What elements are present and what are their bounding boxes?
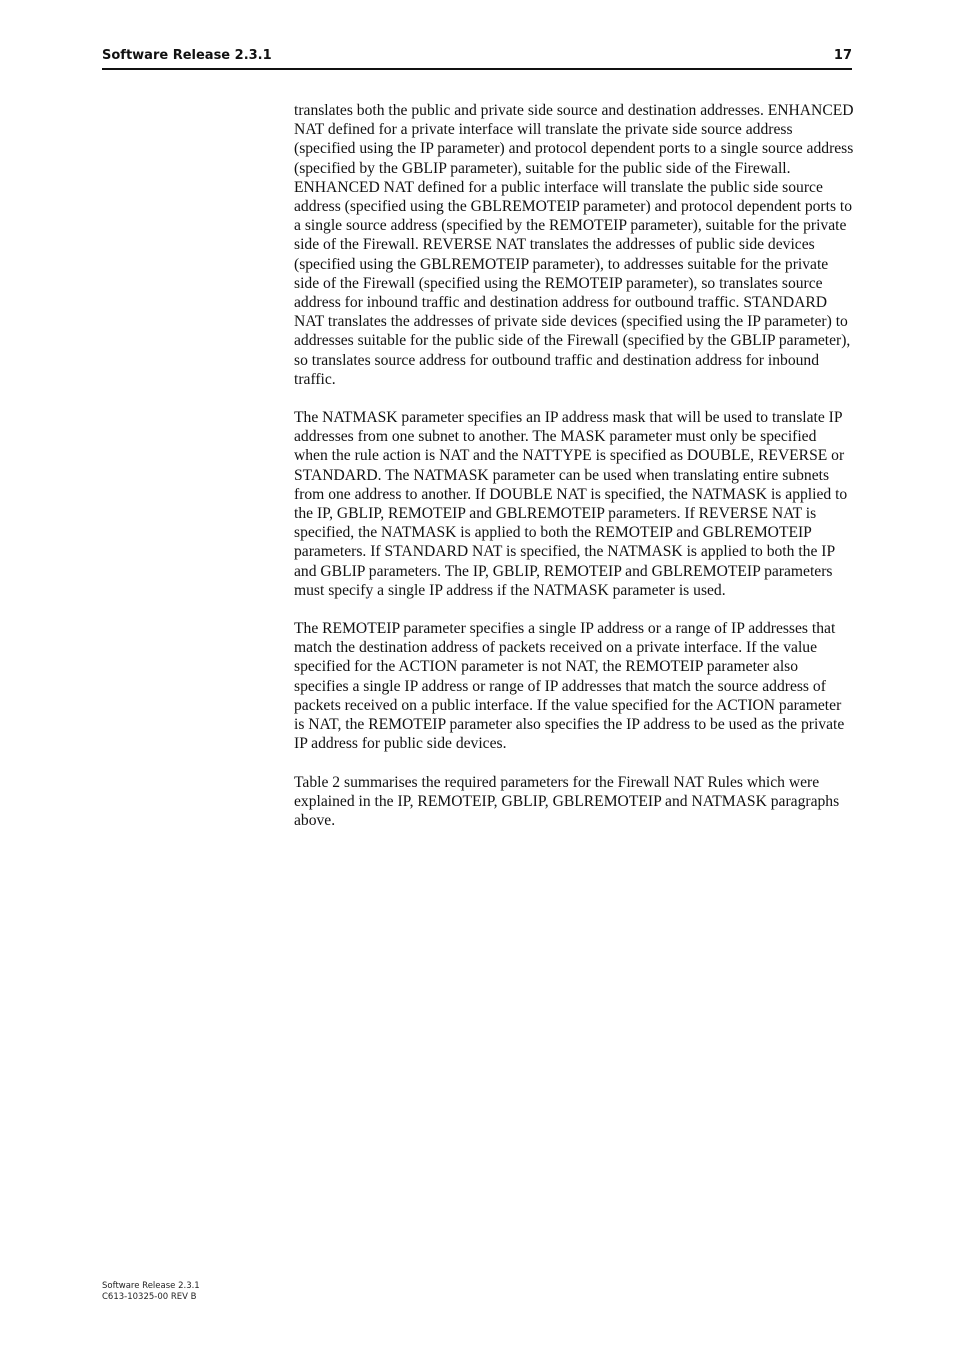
paragraph-remoteip: The REMOTEIP parameter specifies a single IP address or a range of IP addresses that match the destination address of packets received on a private interface. If the value specified for the ACTION parameter is not NAT, the REMOTEIP parameter also specifies a single IP address or range of IP addresses that match the source address of packets received on a public interface. If the value specified for the ACTION parameter is NAT, the REMOTEIP parameter also specifies the IP address to be used as the private IP address for public side devices. <box>294 620 845 753</box>
footer-release: Software Release 2.3.1 <box>102 1281 200 1291</box>
body-text <box>294 101 854 849</box>
footer-doc-id: C613-10325-00 REV B <box>102 1292 197 1302</box>
header-title: Software Release 2.3.1 <box>102 48 272 63</box>
page-number: 17 <box>833 48 852 63</box>
paragraph-natmask: The NATMASK parameter specifies an IP address mask that will be used to translate IP addresses from one subnet to another. The MASK parameter must only be specified when the rule action is NAT and the NATTYPE is specified as DOUBLE, REVERSE or STANDARD. The NATMASK parameter can be used when translating entire subnets from one address to another. If DOUBLE NAT is specified, the NATMASK is applied to the IP, GBLIP, REMOTEIP and GBLREMOTEIP parameters. If REVERSE NAT is specified, the NATMASK is applied to both the REMOTEIP and GBLREMOTEIP parameters. If STANDARD NAT is specified, the NATMASK is applied to both the IP and GBLIP parameters. The IP, GBLIP, REMOTEIP and GBLREMOTEIP parameters must specify a single IP address if the NATMASK parameter is used. <box>294 409 848 599</box>
paragraph-nat-types: translates both the public and private side source and destination addresses. ENHANCED NAT defined for a private interface will translate the private side source address (specified using the IP parameter) and protocol dependent ports to a single source address (specified by the GBLIP parameter), suitable for the public side of the Firewall. ENHANCED NAT defined for a public interface will translate the public side source address (specified using the GBLREMOTEIP parameter) and protocol dependent ports to a single source address (specified by the REMOTEIP parameter), suitable for the private side of the Firewall. REVERSE NAT translates the addresses of public side devices (specified using the GBLREMOTEIP parameter), to addresses suitable for the private side of the Firewall (specified using the REMOTEIP parameter), so translates source address for inbound traffic and destination address for outbound traffic. STANDARD NAT translates the addresses of private side devices (specified using the IP parameter) to addresses suitable for the public side of the Firewall (specified by the GBLIP parameter), so translates source address for outbound traffic and destination address for inbound traffic. <box>294 102 854 388</box>
paragraph-table-summary: Table 2 summarises the required parameters for the Firewall NAT Rules which were explained in the IP, REMOTEIP, GBLIP, GBLREMOTEIP and NATMASK paragraphs above. <box>294 773 840 829</box>
page-footer <box>102 1281 200 1303</box>
page-header <box>102 48 852 70</box>
